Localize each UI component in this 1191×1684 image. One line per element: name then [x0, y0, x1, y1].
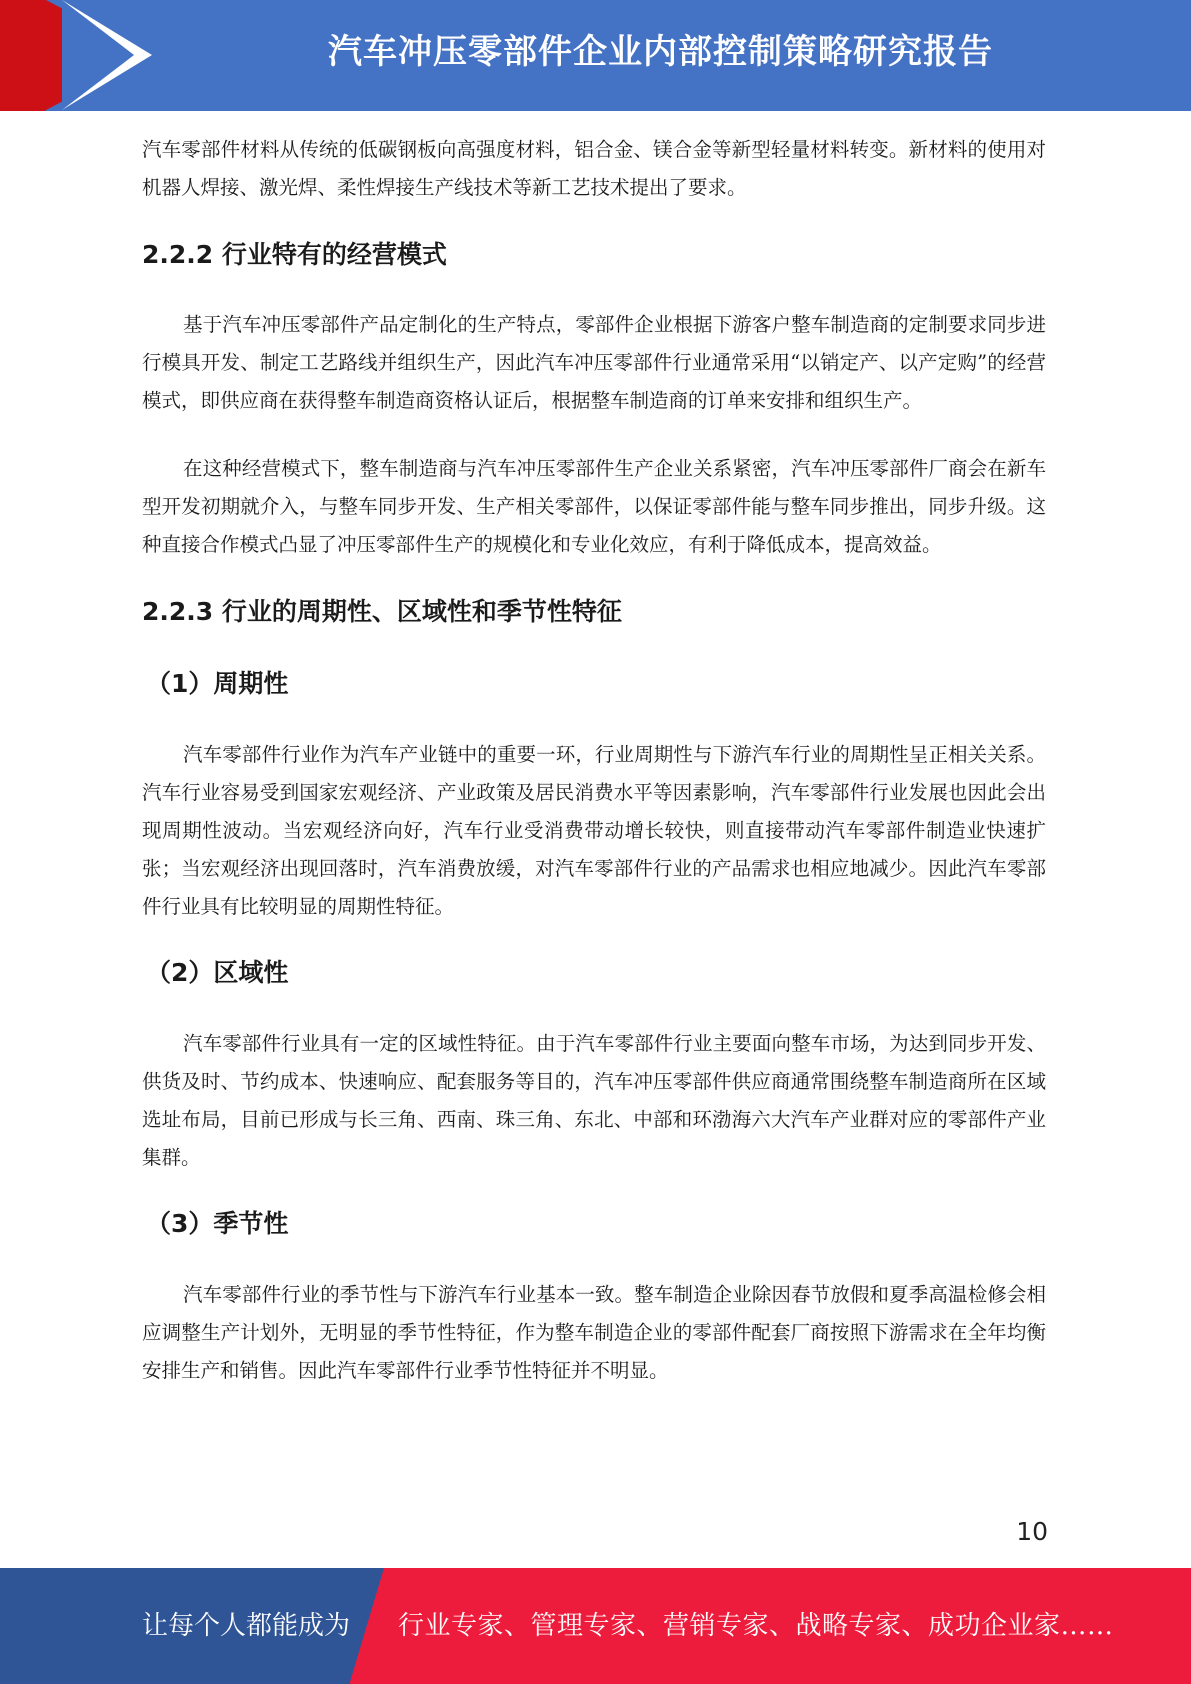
- cyclical-paragraph: 汽车零部件行业作为汽车产业链中的重要一环，行业周期性与下游汽车行业的周期性呈正相关关系。汽车行业容易受到国家宏观经济、产业政策及居民消费水平等因素影响，汽车零部件行业发展也因此会出现周期性波动。当宏观经济向好，汽车行业受消费带动增长较快，则直接带动汽车零部件制造业快速扩张；当宏观经济出现回落时，汽车消费放缓，对汽车零部件行业的产品需求也相应地减少。因此汽车零部件行业具有比较明显的周期性特征。: [142, 743, 1046, 918]
- report-title: 汽车冲压零部件企业内部控制策略研究报告: [328, 32, 993, 72]
- seasonal-paragraph: 汽车零部件行业的季节性与下游汽车行业基本一致。整车制造企业除因春节放假和夏季高温检修会相应调整生产计划外，无明显的季节性特征，作为整车制造企业的零部件配套厂商按照下游需求在全年均衡安排生产和销售。因此汽车零部件行业季节性特征并不明显。: [142, 1283, 1046, 1382]
- subheading-seasonal: （3）季节性: [146, 1209, 289, 1238]
- footer-slogan-left: 让每个人都能成为: [142, 1611, 351, 1641]
- operating-model-paragraph-2: 在这种经营模式下，整车制造商与汽车冲压零部件生产企业关系紧密，汽车冲压零部件厂商会在新车型开发初期就介入，与整车同步开发、生产相关零部件，以保证零部件能与整车同步推出，同步升级。这种直接合作模式凸显了冲压零部件生产的规模化和专业化效应，有利于降低成本，提高效益。: [142, 457, 1046, 556]
- page-header: [0, 0, 1191, 111]
- header-chevron-cut: [62, 0, 134, 110]
- header-red-block: [0, 0, 46, 111]
- subheading-cyclical: （1）周期性: [146, 669, 289, 698]
- page-footer: [0, 1568, 1191, 1684]
- section-heading-2-2-3: 2.2.3 行业的周期性、区域性和季节性特征: [142, 597, 622, 626]
- subheading-regional: （2）区域性: [146, 958, 289, 987]
- regional-paragraph: 汽车零部件行业具有一定的区域性特征。由于汽车零部件行业主要面向整车市场，为达到同步开发、供货及时、节约成本、快速响应、配套服务等目的，汽车冲压零部件供应商通常围绕整车制造商所在区域选址布局，目前已形成与长三角、西南、珠三角、东北、中部和环渤海六大汽车产业群对应的零部件产业集群。: [142, 1032, 1046, 1169]
- section-heading-2-2-2: 2.2.2 行业特有的经营模式: [142, 240, 447, 269]
- operating-model-paragraph-1: 基于汽车冲压零部件产品定制化的生产特点，零部件企业根据下游客户整车制造商的定制要求同步进行模具开发、制定工艺路线并组织生产，因此汽车冲压零部件行业通常采用“以销定产、以产定购”的经营模式，即供应商在获得整车制造商资格认证后，根据整车制造商的订单来安排和组织生产。: [142, 313, 1046, 412]
- intro-paragraph: 汽车零部件材料从传统的低碳钢板向高强度材料，铝合金、镁合金等新型轻量材料转变。新材料的使用对机器人焊接、激光焊、柔性焊接生产线技术等新工艺技术提出了要求。: [142, 138, 1046, 199]
- page-content: [142, 131, 1046, 1390]
- page-number: 10: [1016, 1517, 1048, 1546]
- footer-slogan-right: 行业专家、管理专家、营销专家、战略专家、成功企业家……: [398, 1611, 1114, 1641]
